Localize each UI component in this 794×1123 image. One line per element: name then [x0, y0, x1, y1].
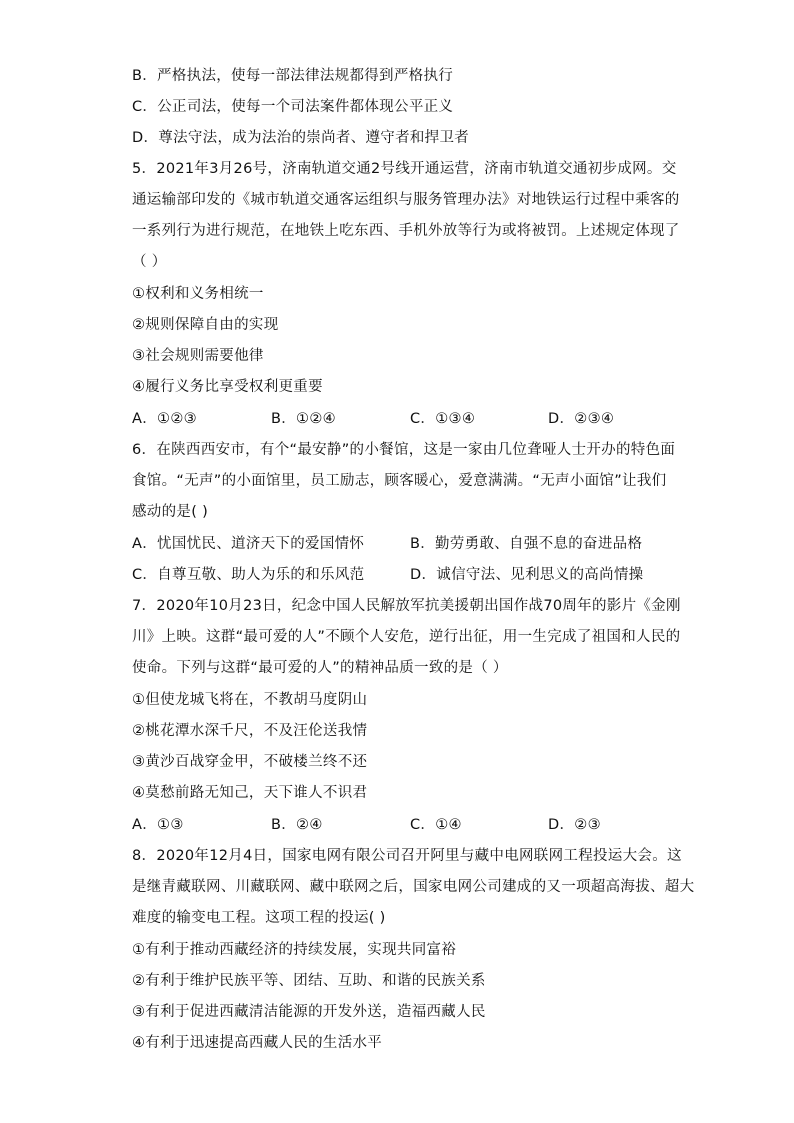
- q8-stem-line: 8．2020年12月4日，国家电网有限公司召开阿里与藏中电网联网工程投运大会。这: [132, 848, 682, 864]
- q7-option-d: D．②③: [548, 817, 601, 833]
- q8-stem-line: 是继青藏联网、川藏联网、藏中联网之后，国家电网公司建成的又一项超高海拔、超大: [132, 879, 695, 895]
- q7-stem-line: 川》上映。这群“最可爱的人”不顾个人安危，逆行出征，用一生完成了祖国和人民的: [132, 629, 681, 645]
- q7-item: ①但使龙城飞将在，不教胡马度阴山: [132, 692, 368, 708]
- q7-stem-line: 7．2020年10月23日，纪念中国人民解放军抗美援朝出国作战70周年的影片《金刚: [132, 598, 681, 614]
- q5-stem-line: 一系列行为进行规范，在地铁上吃东西、手机外放等行为或将被罚。上述规定体现了: [132, 223, 680, 239]
- q5-item: ③社会规则需要他律: [132, 348, 264, 364]
- q5-option-c: C．①③④: [410, 411, 476, 427]
- q4-option-c: C．公正司法，使每一个司法案件都体现公平正义: [132, 99, 454, 115]
- q5-stem-line: 5．2021年3月26号，济南轨道交通2号线开通运营，济南市轨道交通初步成网。交: [132, 161, 677, 177]
- q8-item: ①有利于推动西藏经济的持续发展，实现共同富裕: [132, 942, 457, 958]
- q7-item: ②桃花潭水深千尺，不及汪伦送我情: [132, 723, 368, 739]
- q5-stem-line: 通运输部印发的《城市轨道交通客运组织与服务管理办法》对地铁运行过程中乘客的: [132, 192, 680, 208]
- q6-option-c: C．自尊互敬、助人为乐的和乐风范: [132, 567, 365, 583]
- q7-option-b: B．②④: [271, 817, 323, 833]
- q4-option-d: D．尊法守法，成为法治的崇尚者、遵守者和捍卫者: [132, 130, 470, 146]
- q7-item: ④莫愁前路无知己，天下谁人不识君: [132, 785, 368, 801]
- q8-item: ③有利于促进西藏清洁能源的开发外送，造福西藏人民: [132, 1004, 486, 1020]
- q7-stem-line: 使命。下列与这群“最可爱的人”的精神品质一致的是（ ）: [132, 660, 508, 676]
- q5-option-d: D．②③④: [548, 411, 615, 427]
- q7-option-a: A．①③: [132, 817, 184, 833]
- q5-item: ②规则保障自由的实现: [132, 317, 279, 333]
- q6-option-d: D．诚信守法、见利思义的高尚情操: [410, 567, 644, 583]
- q8-item: ②有利于维护民族平等、团结、互助、和谐的民族关系: [132, 973, 486, 989]
- q7-option-c: C．①④: [410, 817, 462, 833]
- q4-option-b: B．严格执法，使每一部法律法规都得到严格执行: [132, 68, 454, 84]
- q6-option-a: A．忧国忧民、道济天下的爱国情怀: [132, 536, 365, 552]
- q8-item: ④有利于迅速提高西藏人民的生活水平: [132, 1035, 383, 1051]
- q8-stem-line: 难度的输变电工程。这项工程的投运( ): [132, 910, 386, 926]
- q6-stem-line: 6．在陕西西安市，有个“最安静”的小餐馆，这是一家由几位聋哑人士开办的特色面: [132, 442, 676, 458]
- q6-option-b: B．勤劳勇敢、自强不息的奋进品格: [410, 536, 643, 552]
- q5-option-b: B．①②④: [271, 411, 336, 427]
- q6-stem-line: 食馆。“无声”的小面馆里，员工励志，顾客暖心，爱意满满。“无声小面馆”让我们: [132, 473, 667, 489]
- q5-stem-line: （ ）: [132, 254, 167, 270]
- q5-item: ④履行义务比享受权利更重要: [132, 379, 323, 395]
- q6-stem-line: 感动的是( ): [132, 504, 209, 520]
- q7-item: ③黄沙百战穿金甲，不破楼兰终不还: [132, 754, 368, 770]
- q5-option-a: A．①②③: [132, 411, 197, 427]
- q5-item: ①权利和义务相统一: [132, 286, 264, 302]
